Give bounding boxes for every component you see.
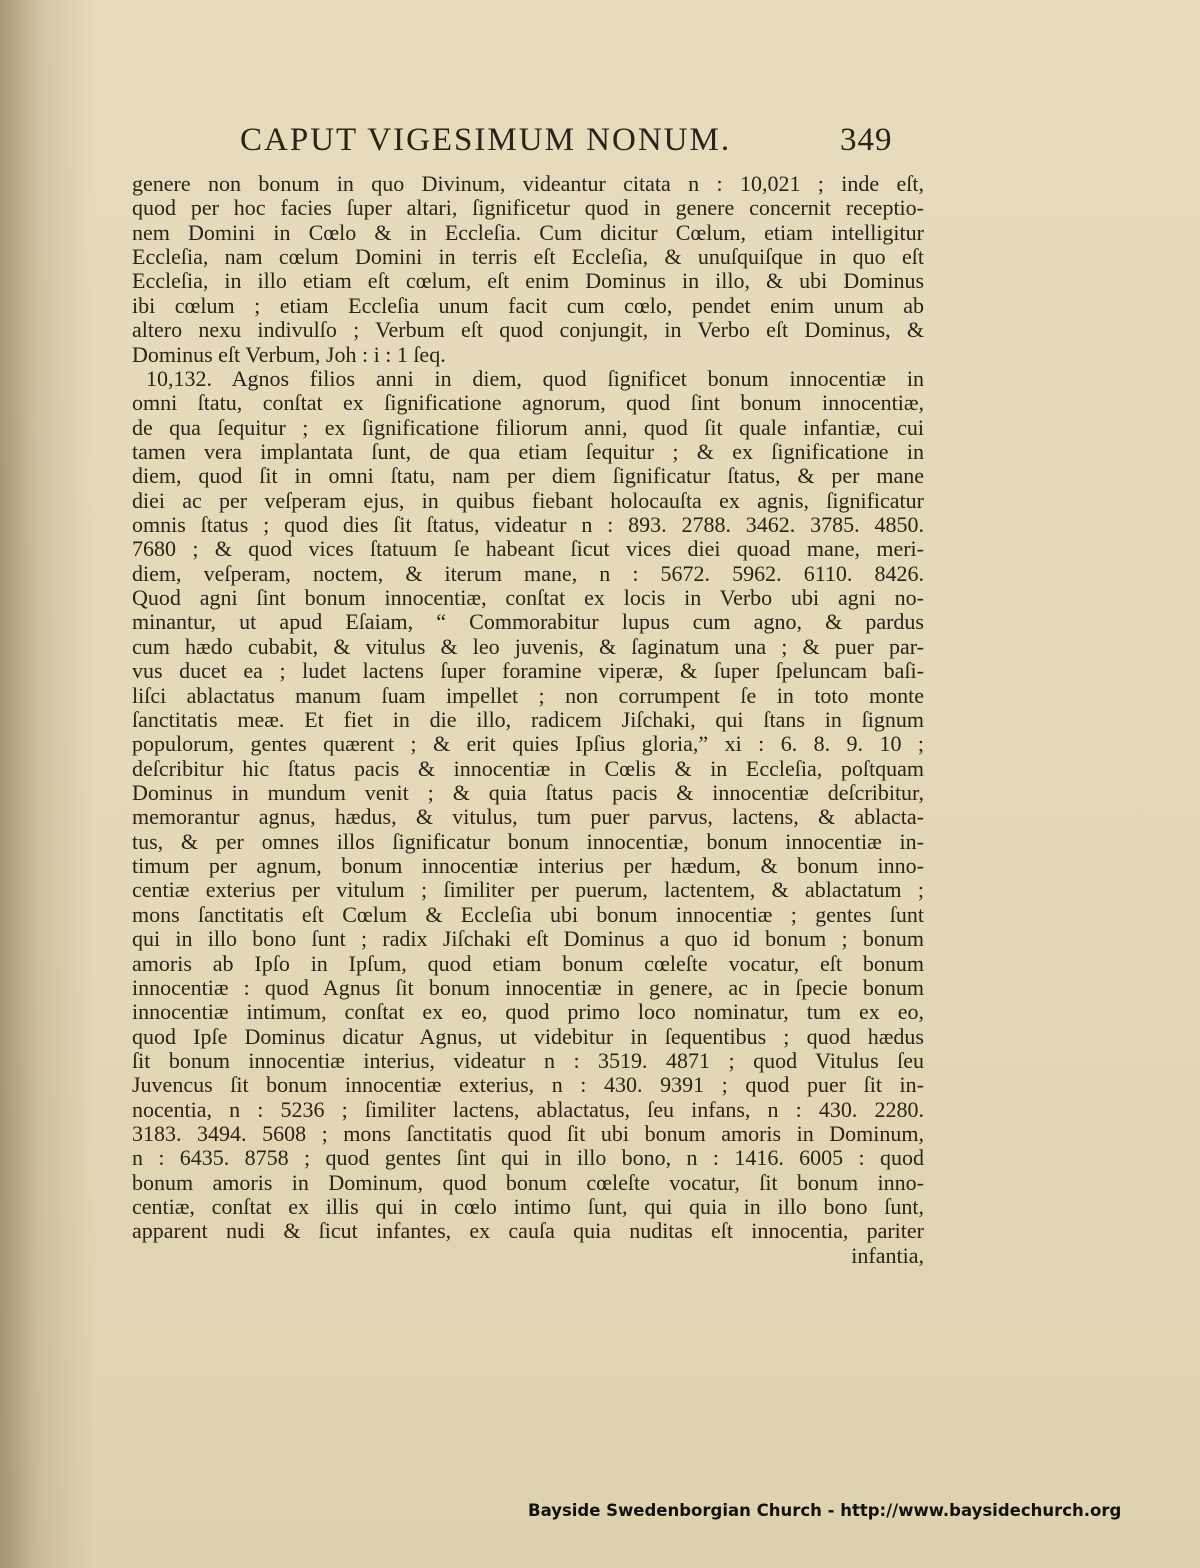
text-line: centiæ, conſtat ex illis qui in cœlo intimo ſunt, qui quia in illo bono ſunt, xyxy=(132,1195,924,1220)
text-line: deſcribitur hic ſtatus pacis & innocentiæ in Cœlis & in Eccleſia, poſtquam xyxy=(132,756,924,781)
text-line: liſci ablactatus manum ſuam impellet ; non corrumpent ſe in toto monte xyxy=(132,683,924,708)
text-line: apparent nudi & ſicut infantes, ex cauſa quia nuditas eſt innocentia, pariter xyxy=(132,1219,924,1244)
text-line: quod per hoc facies ſuper altari, ſignificetur quod in genere concernit receptio- xyxy=(132,196,924,221)
text-line: minantur, ut apud Eſaiam, “ Commorabitur lupus cum agno, & pardus xyxy=(132,610,924,635)
text-line: ibi cœlum ; etiam Eccleſia unum facit cum cœlo, pendet enim unum ab xyxy=(132,293,924,318)
text-line: cum hædo cubabit, & vitulus & leo juvenis, & ſaginatum una ; & puer par- xyxy=(132,634,924,659)
paragraph-start-line: 10,132. Agnos filios anni in diem, quod ſignificet bonum innocentiæ in xyxy=(146,366,924,391)
text-line: Eccleſia, nam cœlum Domini in terris eſt Eccleſia, & unuſquiſque in quo eſt xyxy=(132,245,924,270)
running-head xyxy=(240,122,940,166)
text-line: Quod agni ſint bonum innocentiæ, conſtat ex locis in Verbo ubi agni no- xyxy=(132,586,924,611)
text-line: amoris ab Ipſo in Ipſum, quod etiam bonum cœleſte vocatur, eſt bonum xyxy=(132,951,924,976)
text-line: 7680 ; & quod vices ſtatuum ſe habeant ſicut vices diei quoad mane, meri- xyxy=(132,537,924,562)
text-line: qui in illo bono ſunt ; radix Jiſchaki eſt Dominus a quo id bonum ; bonum xyxy=(132,927,924,952)
text-line: genere non bonum in quo Divinum, videantur citata n : 10,021 ; inde eſt, xyxy=(132,172,924,196)
text-line: n : 6435. 8758 ; quod gentes ſint qui in illo bono, n : 1416. 6005 : quod xyxy=(132,1146,924,1171)
text-line: innocentiæ : quod Agnus ſit bonum innocentiæ in genere, ac in ſpecie bonum xyxy=(132,975,924,1000)
text-line: populorum, gentes quærent ; & erit quies Ipſius gloria,” xi : 6. 8. 9. 10 ; xyxy=(132,732,924,757)
page-number: 349 xyxy=(840,122,893,158)
text-line: ſanctitatis meæ. Et fiet in die illo, radicem Jiſchaki, qui ſtans in ſignum xyxy=(132,707,924,732)
text-line: diei ac per veſperam ejus, in quibus fiebant holocauſta ex agnis, ſignificatur xyxy=(132,488,924,513)
text-line: bonum amoris in Dominum, quod bonum cœleſte vocatur, ſit bonum inno- xyxy=(132,1170,924,1195)
catchword: infantia, xyxy=(851,1243,924,1268)
text-line: Eccleſia, in illo etiam eſt cœlum, eſt enim Dominus in illo, & ubi Dominus xyxy=(132,269,924,294)
text-line: omni ſtatu, conſtat ex ſignificatione agnorum, quod ſint bonum innocentiæ, xyxy=(132,391,924,416)
text-line: tus, & per omnes illos ſignificatur bonum innocentiæ, bonum innocentiæ in- xyxy=(132,829,924,854)
text-line: innocentiæ intimum, conſtat ex eo, quod primo loco nominatur, tum ex eo, xyxy=(132,1000,924,1025)
text-line: Juvencus ſit bonum innocentiæ exterius, n : 430. 9391 ; quod puer ſit in- xyxy=(132,1073,924,1098)
text-line: vus ducet ea ; ludet lactens ſuper foramine viperæ, & ſuper ſpeluncam baſi- xyxy=(132,659,924,684)
text-line: quod Ipſe Dominus dicatur Agnus, ut videbitur in ſequentibus ; quod hædus xyxy=(132,1024,924,1049)
text-line: de qua ſequitur ; ex ſignificatione filiorum anni, quod ſit quale infantiæ, cui xyxy=(132,415,924,440)
text-line: diem, quod ſit in omni ſtatu, nam per diem ſignificatur ſtatus, & per mane xyxy=(132,464,924,489)
text-line: diem, veſperam, noctem, & iterum mane, n : 5672. 5962. 6110. 8426. xyxy=(132,561,924,586)
text-line: Dominus eſt Verbum, Joh : i : 1 ſeq. xyxy=(132,342,446,367)
text-line: altero nexu indivulſo ; Verbum eſt quod conjungit, in Verbo eſt Dominus, & xyxy=(132,318,924,343)
page-title: CAPUT VIGESIMUM NONUM. xyxy=(240,122,732,158)
text-line: ſit bonum innocentiæ interius, videatur n : 3519. 4871 ; quod Vitulus ſeu xyxy=(132,1048,924,1073)
text-line: Dominus in mundum venit ; & quia ſtatus pacis & innocentiæ deſcribitur, xyxy=(132,780,924,805)
text-line: nem Domini in Cœlo & in Eccleſia. Cum dicitur Cœlum, etiam intelligitur xyxy=(132,220,924,245)
text-line: tamen vera implantata ſunt, de qua etiam ſequitur ; & ex ſignificatione in xyxy=(132,439,924,464)
text-line: mons ſanctitatis eſt Cœlum & Eccleſia ubi bonum innocentiæ ; gentes ſunt xyxy=(132,902,924,927)
text-line: 3183. 3494. 5608 ; mons ſanctitatis quod ſit ubi bonum amoris in Dominum, xyxy=(132,1122,924,1147)
body-text xyxy=(132,172,924,1268)
text-line: omnis ſtatus ; quod dies ſit ſtatus, videatur n : 893. 2788. 3462. 3785. 4850. xyxy=(132,513,924,538)
text-line: centiæ exterius per vitulum ; ſimiliter per puerum, lactentem, & ablactatum ; xyxy=(132,878,924,903)
text-line: timum per agnum, bonum innocentiæ interius per hædum, & bonum inno- xyxy=(132,854,924,879)
source-credit: Bayside Swedenborgian Church - http://www.baysidechurch.org xyxy=(528,1501,1122,1520)
text-line: memorantur agnus, hædus, & vitulus, tum puer parvus, lactens, & ablacta- xyxy=(132,805,924,830)
text-line: nocentia, n : 5236 ; ſimiliter lactens, ablactatus, ſeu infans, n : 430. 2280. xyxy=(132,1097,924,1122)
